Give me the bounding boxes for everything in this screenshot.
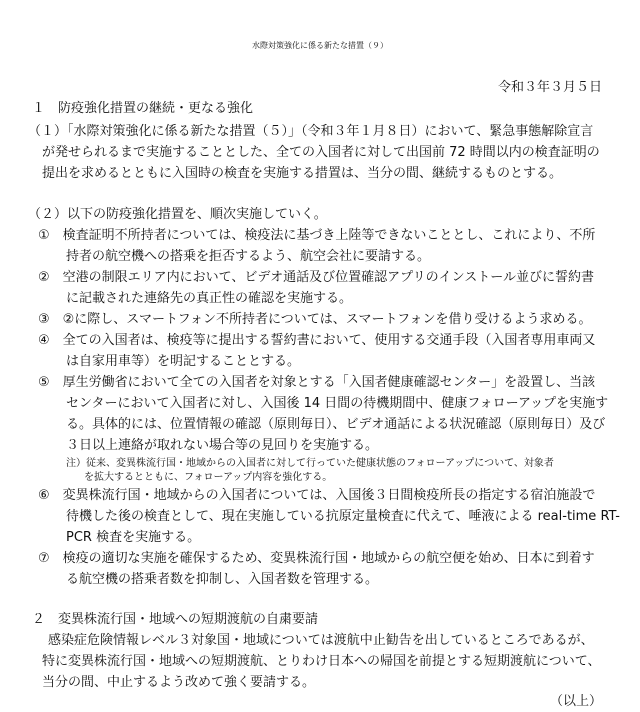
- note-line-1: 注）従来、変異株流行国・地域からの入国者に対して行っていた健康状態のフォローアップについて、対象者: [66, 458, 554, 469]
- item-5-line-4: ３日以上連絡が取れない場合等の見回りを実施する。: [66, 438, 379, 453]
- item-5-line-3: る。具体的には、位置情報の確認（原則毎日）、ビデオ通話による状況確認（原則毎日）及び: [66, 417, 606, 432]
- item-5-line-1: ⑤ 厚生労働省において全ての入国者を対象とする「入国者健康確認センター」を設置し、当該: [38, 375, 596, 390]
- document-date: 令和３年３月５日: [497, 80, 602, 95]
- paragraph-2-intro: （２）以下の防疫強化措置を、順次実施していく。: [28, 207, 327, 222]
- item-4-line-1: ④ 全ての入国者は、検疫等に提出する誓約書において、使用する交通手段（入国者専用車両又: [38, 333, 596, 348]
- section-2-heading: ２ 変異株流行国・地域への短期渡航の自粛要請: [32, 612, 319, 627]
- item-7-line-1: ⑦ 検疫の適切な実施を確保するため、変異株流行国・地域からの航空便を始め、日本に到着す: [38, 551, 595, 566]
- document-title: 水際対策強化に係る新たな措置（９）: [252, 41, 388, 50]
- item-1-line-2: 持者の航空機への搭乗を拒否するよう、航空会社に要請する。: [66, 249, 431, 264]
- item-6-line-2: 待機した後の検査として、現在実施している抗原定量検査に代えて、唾液による real-time RT-: [66, 509, 620, 524]
- item-5-line-2: センターにおいて入国者に対し、入国後 14 日間の待機期間中、健康フォローアップを実施す: [66, 396, 609, 411]
- note-line-2: を拡大するとともに、フォローアップ内容を強化する。: [84, 472, 333, 483]
- item-3-line-1: ③ ②に際し、スマートフォン不所持者については、スマートフォンを借り受けるよう求める。: [38, 312, 592, 327]
- item-2-line-1: ② 空港の制限エリア内において、ビデオ通話及び位置確認アプリのインストール並びに誓約書: [38, 270, 594, 285]
- item-4-line-2: は自家用車等）を明記することとする。: [66, 354, 301, 369]
- paragraph-1-line-3: 提出を求めるとともに入国時の検査を実施する措置は、当分の間、継続するものとする。: [42, 166, 563, 181]
- section-2-line-1: 感染症危険情報レベル３対象国・地域については渡航中止勧告を出しているところであるが、: [48, 633, 594, 648]
- section-1-heading: １ 防疫強化措置の継続・更なる強化: [32, 101, 254, 116]
- item-2-line-2: に記載された連絡先の真正性の確認を実施する。: [66, 291, 353, 306]
- item-7-line-2: る航空機の搭乗者数を抑制し、入国者数を管理する。: [66, 572, 379, 587]
- section-2-line-3: 当分の間、中止するよう改めて強く要請する。: [42, 675, 316, 690]
- section-2-line-2: 特に変異株流行国・地域への短期渡航、とりわけ日本への帰国を前提とする短期渡航について、: [42, 654, 601, 669]
- item-1-line-1: ① 検査証明不所持者については、検疫法に基づき上陸等できないこととし、これにより、不所: [38, 228, 596, 243]
- closing-mark: （以上）: [549, 694, 602, 709]
- paragraph-1-line-2: が発せられるまで実施することとした、全ての入国者に対して出国前 72 時間以内の検査証明の: [42, 145, 600, 160]
- item-6-line-3: PCR 検査を実施する。: [66, 530, 201, 545]
- item-6-line-1: ⑥ 変異株流行国・地域からの入国者については、入国後３日間検疫所長の指定する宿泊施設で: [38, 488, 596, 503]
- paragraph-1-line-1: （１）「水際対策強化に係る新たな措置（５）」（令和３年１月８日）において、緊急事態解除宣言: [28, 124, 594, 139]
